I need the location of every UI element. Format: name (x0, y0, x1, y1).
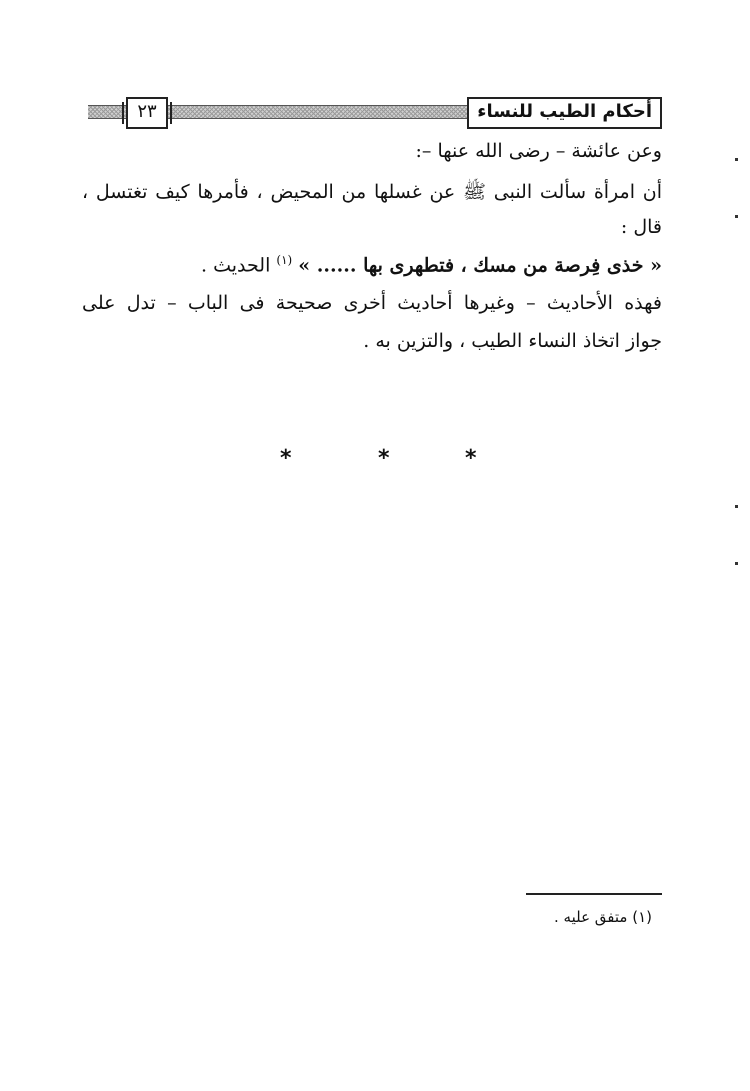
body-line-6: جواز اتخاذ النساء الطيب ، والتزين به . (363, 330, 662, 352)
separator-star: * (280, 446, 292, 471)
scan-mark (735, 215, 738, 218)
running-title: أحكام الطيب للنساء (467, 97, 662, 129)
body-line-2: أن امرأة سألت النبى ﷺ عن غسلها من المحيض ، فأمرها كيف تغتسل ، (82, 181, 662, 203)
hadith-quote: « خذى فِرصة من مسك ، فتطهرى بها ...... » (298, 254, 662, 277)
hadith-tail: الحديث . (201, 254, 271, 277)
separator-star: * (465, 446, 477, 471)
scan-mark (735, 562, 738, 565)
footnote: (١) متفق عليه . (554, 908, 652, 926)
footnote-ref: (١) (276, 253, 293, 267)
section-separator (270, 448, 490, 472)
body-line-5: فهذه الأحاديث – وغيرها أحاديث أخرى صحيحة فى الباب – تدل على (82, 292, 662, 314)
scan-mark (735, 158, 738, 161)
page-header (88, 97, 662, 127)
body-line-4 (142, 253, 662, 276)
footnote-rule (526, 893, 662, 895)
separator-star: * (378, 446, 390, 471)
scan-mark (735, 505, 738, 508)
page-number: ٢٣ (126, 97, 168, 129)
body-line-3: قال : (620, 216, 662, 238)
body-line-1: وعن عائشة – رضى الله عنها –: (415, 140, 662, 162)
